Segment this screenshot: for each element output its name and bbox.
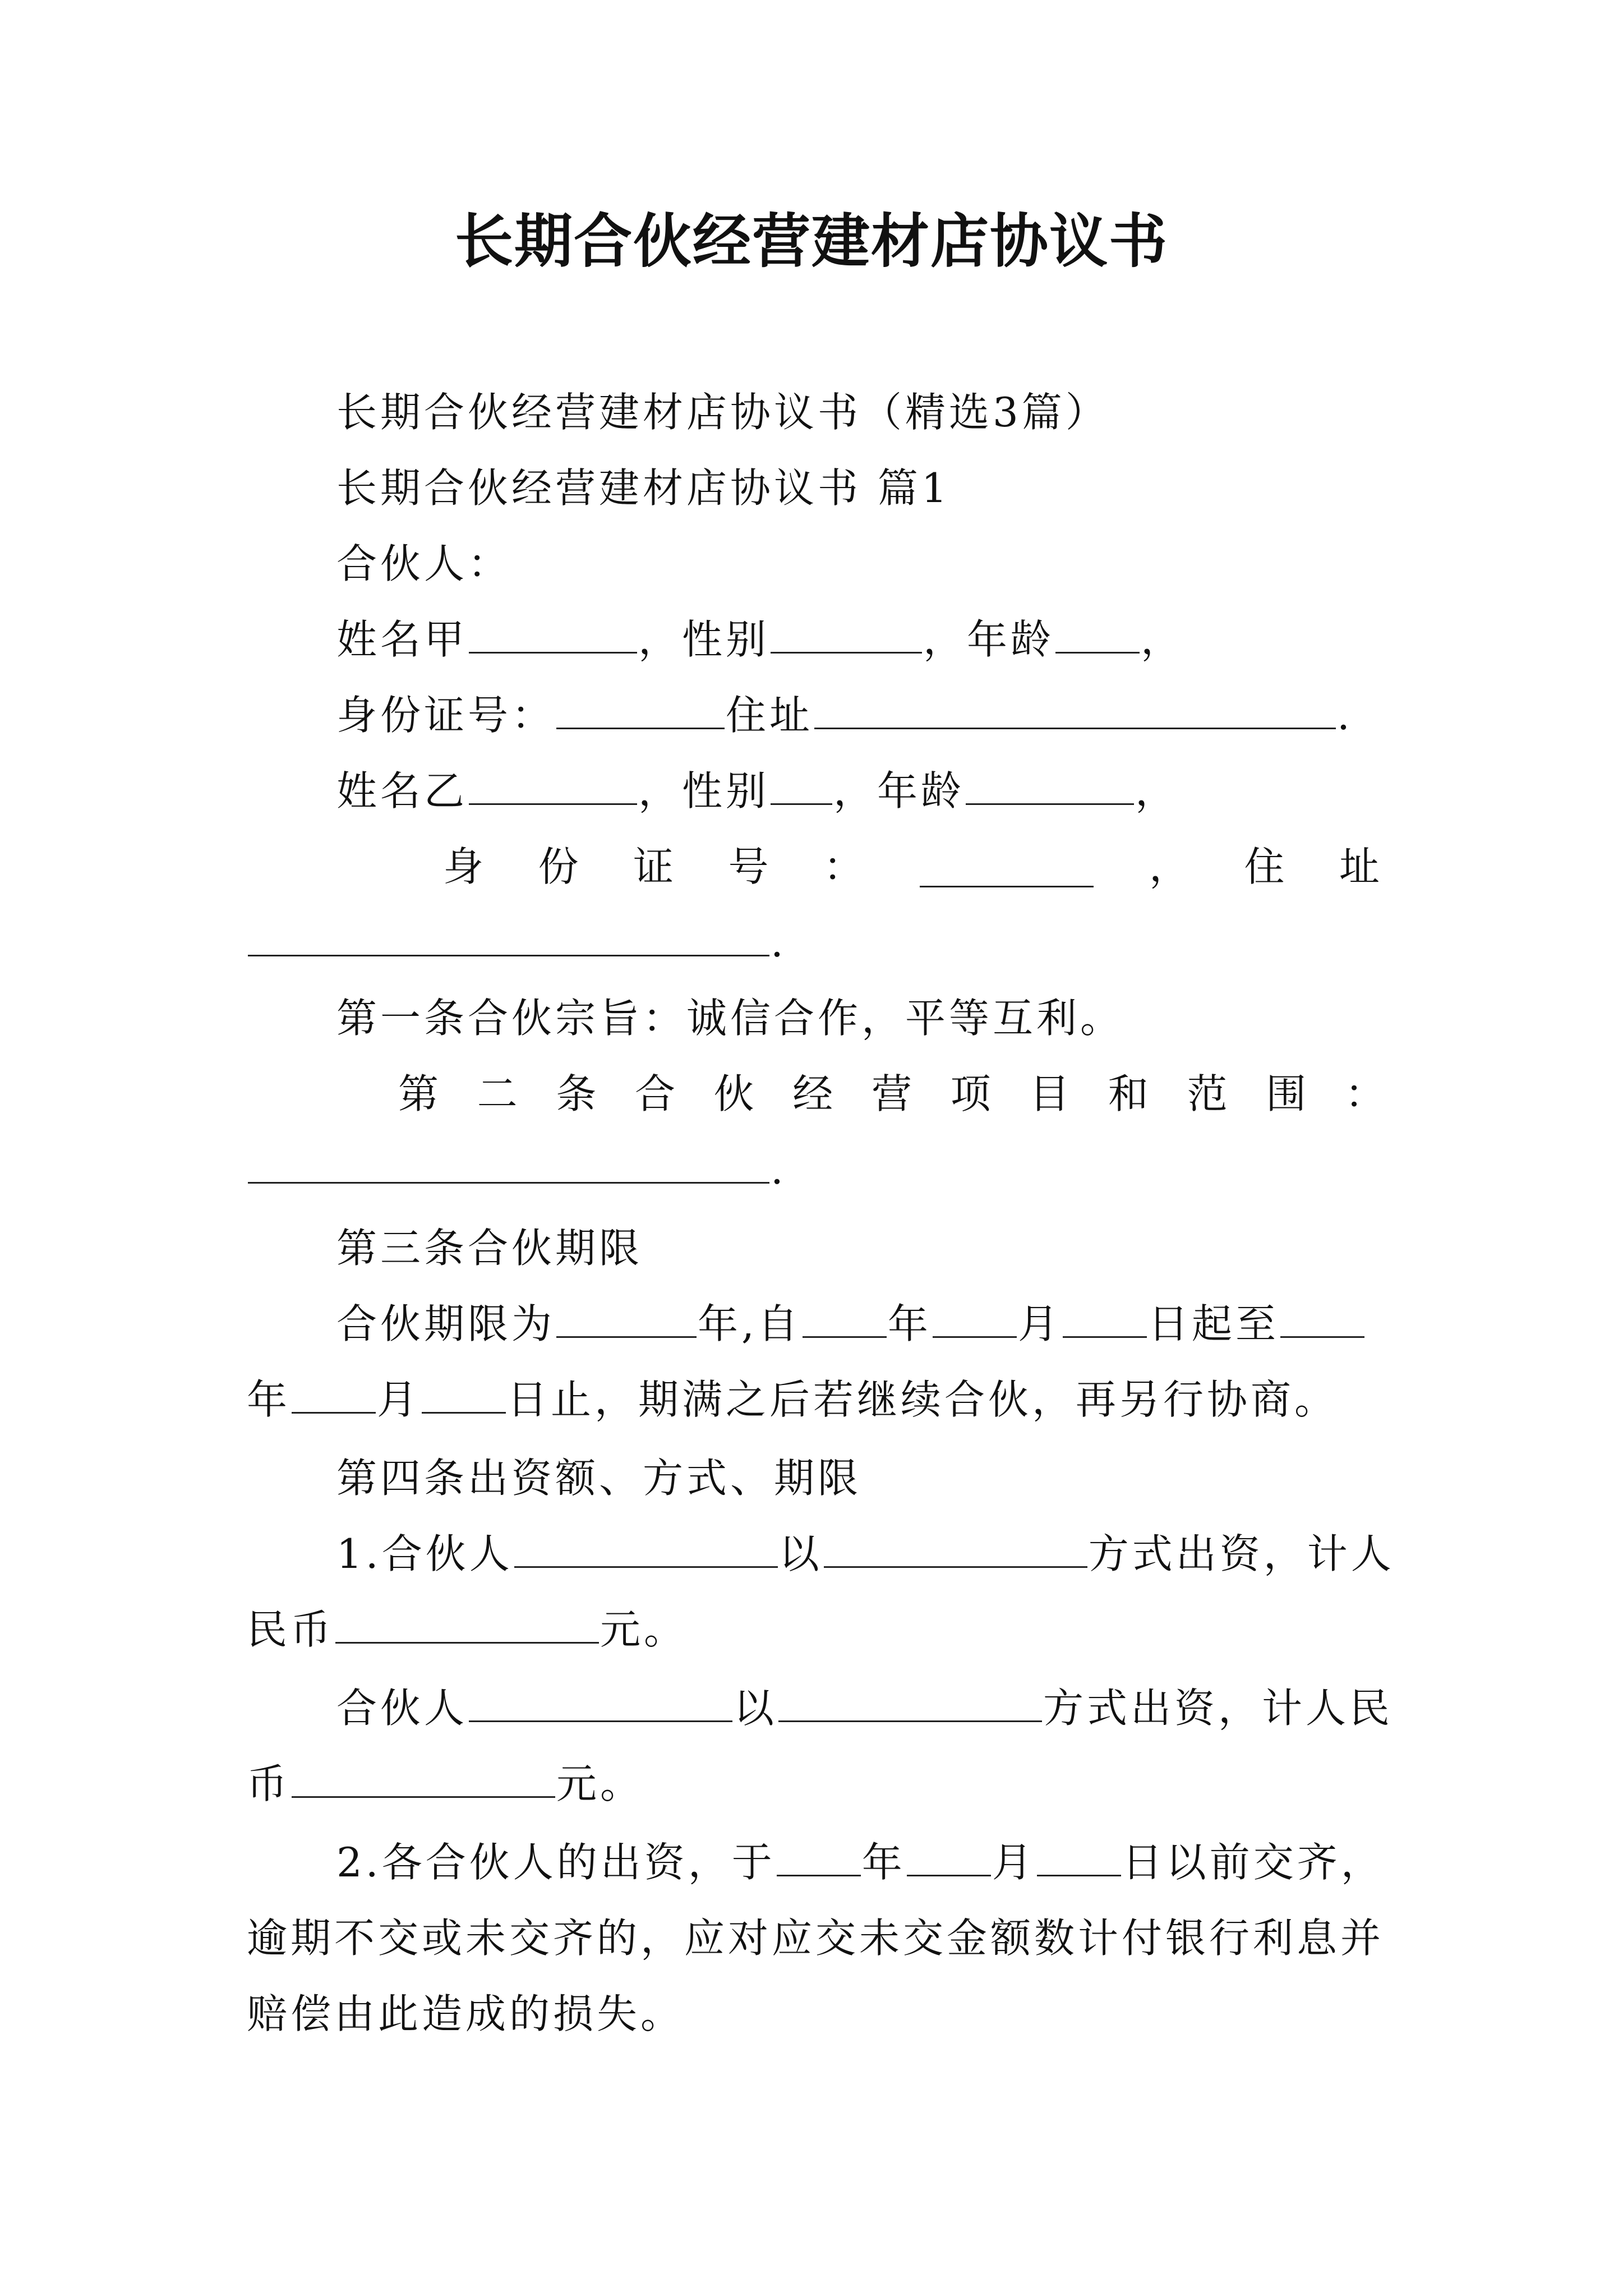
id-char: 号: [728, 843, 769, 890]
name-label: 姓名乙: [336, 767, 468, 815]
document-title: 长期合伙经营建材店协议书: [454, 206, 1168, 275]
article-4-heading: 第四条出资额、方式、期限: [336, 1455, 862, 1502]
month-label: 月: [1017, 1300, 1062, 1347]
amount-blank: [292, 1757, 555, 1798]
age-blank: [1055, 613, 1140, 654]
year-label: 年: [247, 1376, 291, 1423]
with-label: 以: [778, 1530, 823, 1577]
gender-blank: [771, 613, 922, 654]
start-month-blank: [933, 1297, 1017, 1338]
article-2-char: 项: [950, 1070, 991, 1117]
gender-label: ，性别: [638, 616, 770, 663]
item-lead: 1.合伙人: [336, 1530, 513, 1577]
day-label: 日起至: [1147, 1300, 1279, 1347]
article-3-line-1: [336, 1293, 1366, 1355]
article-2-heading: [398, 1063, 1385, 1125]
address-char: 住: [1244, 843, 1285, 890]
partner-blank: [469, 1681, 732, 1722]
currency-label: 币: [247, 1760, 291, 1807]
article-4-item-1: [336, 1523, 1395, 1585]
partners-label: 合伙人：: [336, 540, 512, 587]
article-2-char: 经: [792, 1070, 833, 1117]
subtitle: 长期合伙经营建材店协议书（精选3篇）: [336, 389, 1109, 436]
start-day-blank: [1063, 1297, 1147, 1338]
year-blank: [777, 1835, 861, 1876]
with-label: 以: [734, 1685, 778, 1732]
line-period: .: [771, 919, 787, 966]
partner-a-basic: [336, 609, 1184, 670]
method-blank: [824, 1527, 1087, 1568]
gender-label: ，性别: [638, 767, 770, 815]
article-2-char: 营: [871, 1070, 912, 1117]
id-char: ：: [823, 843, 864, 890]
term-rest: 日止，期满之后若继续合伙，再另行协商。: [507, 1376, 1339, 1423]
method-label: 方式出资，计人: [1088, 1530, 1395, 1577]
item-lead: 2.各合伙人的出资，于: [336, 1839, 776, 1886]
article-2-char: ：: [1344, 1070, 1385, 1117]
article-4-item-1b-cont: [247, 1753, 644, 1815]
amount-blank: [335, 1603, 599, 1644]
article-2-char: 和: [1108, 1070, 1149, 1117]
item-lead: 合伙人: [336, 1685, 468, 1732]
article-2-char: 目: [1029, 1070, 1070, 1117]
partner-b-basic: [336, 760, 1179, 822]
month-label: 月: [992, 1839, 1036, 1886]
id-char: 身: [443, 843, 484, 890]
partner-blank: [514, 1527, 778, 1568]
year-label: 年: [861, 1839, 906, 1886]
scope-blank: [248, 1143, 769, 1184]
id-char: 份: [538, 843, 579, 890]
age-label: ，年龄: [833, 767, 965, 815]
article-2-char: 范: [1187, 1070, 1228, 1117]
article-4-item-2-line-2: 逾期不交或未交齐的，应对应交未交金额数计付银行利息并: [247, 1915, 1385, 1962]
comma: ，: [1149, 843, 1189, 890]
partner-a-id: [336, 684, 1353, 746]
gender-blank: [771, 764, 832, 805]
article-2-char: 条: [556, 1070, 597, 1117]
article-4-item-1b: [336, 1677, 1393, 1739]
article-2-char: 伙: [713, 1070, 754, 1117]
article-2-char: 第: [398, 1070, 439, 1117]
address-label: 住址: [726, 692, 814, 739]
id-blank: [920, 846, 1094, 887]
method-label: 方式出资，计人民: [1043, 1685, 1394, 1732]
age-label: ，年龄: [923, 616, 1055, 663]
end-day-blank: [422, 1373, 506, 1414]
start-year-blank: [803, 1297, 887, 1338]
from-label: ,自: [741, 1300, 801, 1347]
article-4-item-2: [336, 1832, 1385, 1893]
line-end: ，: [1135, 767, 1179, 815]
part-heading: 长期合伙经营建材店协议书 篇1: [336, 464, 951, 512]
article-3-heading: 第三条合伙期限: [336, 1225, 643, 1272]
article-2-blank-line: [247, 1139, 787, 1200]
address-char: 址: [1339, 843, 1380, 890]
end-year-blank: [1280, 1297, 1364, 1338]
age-blank: [966, 764, 1134, 805]
day-blank: [1037, 1835, 1121, 1876]
article-3-line-2: [247, 1369, 1338, 1430]
id-label: 身份证号：: [336, 692, 556, 739]
article-2-char: 围: [1266, 1070, 1307, 1117]
item-rest: 日以前交齐，: [1122, 1839, 1385, 1886]
end-month-blank: [292, 1373, 376, 1414]
article-2-char: 合: [634, 1070, 675, 1117]
id-blank: [556, 688, 725, 729]
year-label: 年: [887, 1300, 932, 1347]
term-label: 合伙期限为: [336, 1300, 556, 1347]
yuan-label: 元。: [600, 1606, 688, 1653]
address-blank: [248, 915, 769, 956]
month-label: 月: [377, 1376, 421, 1423]
line-period: .: [1337, 692, 1353, 739]
line-end: ，: [1141, 616, 1185, 663]
line-period: .: [771, 1146, 787, 1193]
address-blank: [814, 688, 1336, 729]
currency-label: 民币: [247, 1606, 335, 1653]
article-1: 第一条合伙宗旨：诚信合作，平等互利。: [336, 995, 1124, 1042]
id-char: 证: [633, 843, 674, 890]
month-blank: [907, 1835, 991, 1876]
article-2-char: 二: [477, 1070, 518, 1117]
method-blank: [778, 1681, 1042, 1722]
partner-b-id: [443, 836, 1380, 898]
partner-b-address: [247, 912, 787, 973]
article-4-item-2-line-3: 赔偿由此造成的损失。: [247, 1990, 685, 2037]
year-label: 年: [698, 1300, 742, 1347]
term-blank: [556, 1297, 697, 1338]
name-blank: [469, 764, 637, 805]
article-4-item-1-cont: [247, 1599, 688, 1660]
name-label: 姓名甲: [336, 616, 468, 663]
yuan-label: 元。: [556, 1760, 644, 1807]
name-blank: [469, 613, 637, 654]
